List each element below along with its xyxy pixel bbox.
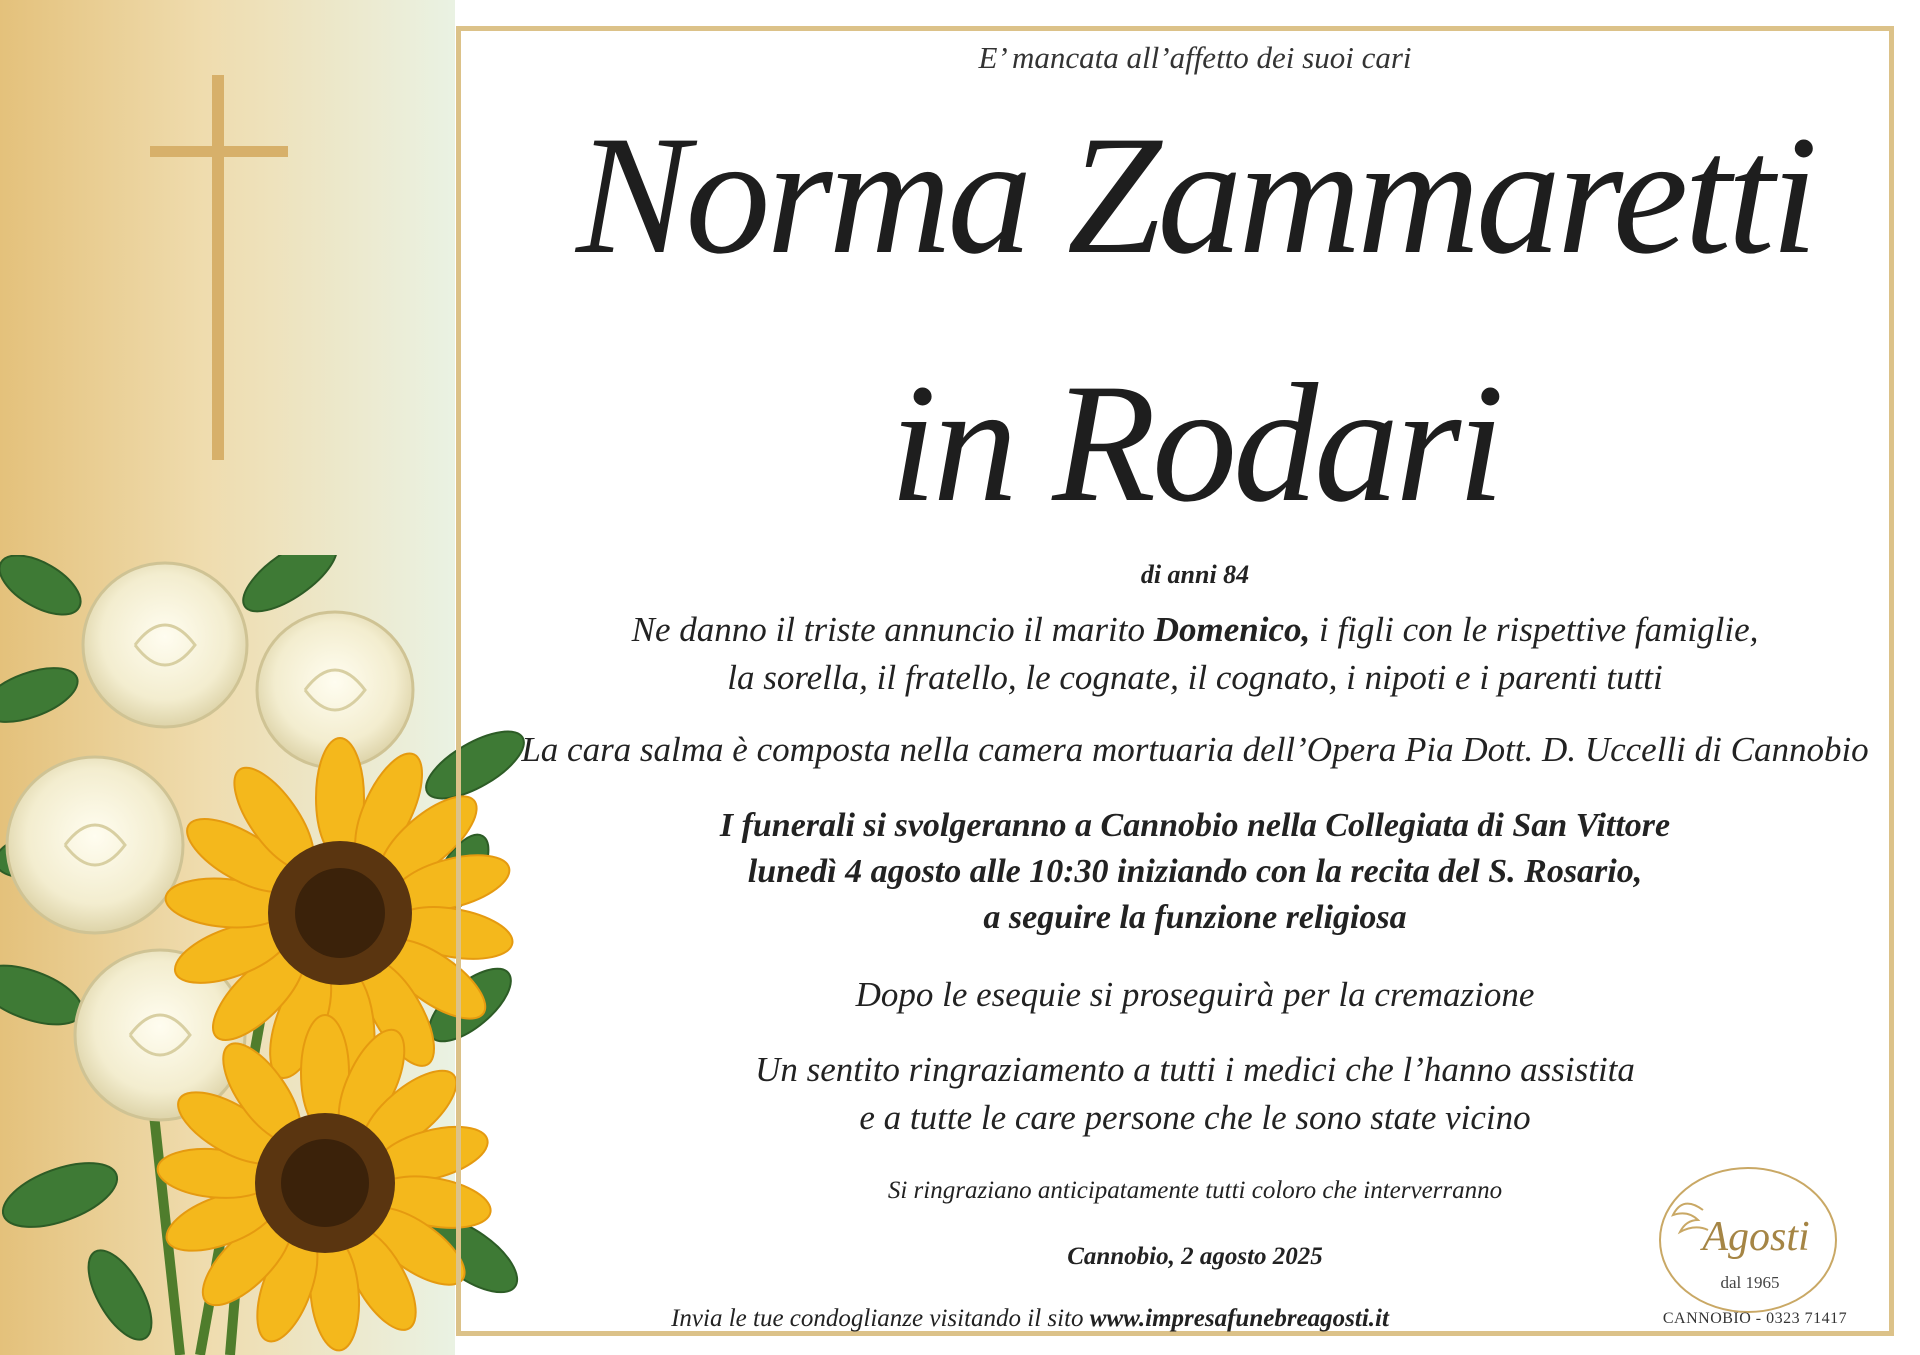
place-date: Cannobio, 2 agosto 2025 [1067, 1243, 1323, 1270]
funeral-line-3: a seguire la funzione religiosa [983, 899, 1407, 936]
logo-brand: Agosti [1702, 1214, 1810, 1260]
funeral-line-2: lunedì 4 agosto alle 10:30 iniziando con la recita del S. Rosario, [747, 853, 1643, 890]
announcement-post: i figli con le rispettive famiglie, [1310, 610, 1759, 649]
husband-name: Domenico, [1153, 610, 1311, 649]
age-text: di anni 84 [1140, 560, 1250, 589]
announcement-line-2: la sorella, il fratello, le cognate, il cognato, i nipoti e i parenti tutti [727, 658, 1663, 697]
condolence-website-link[interactable]: www.impresafunebreagosti.it [1089, 1305, 1389, 1332]
announcement-line-1 [500, 610, 1890, 650]
deceased-name: Norma Zammaretti [576, 101, 1814, 289]
notice-content [500, 0, 1890, 1355]
condolence-line [500, 1305, 1560, 1333]
thanks-line-1: Un sentito ringraziamento a tutti i medici che l’hanno assistita [755, 1050, 1635, 1089]
cross-icon-bar [150, 146, 288, 157]
announcement-pre: Ne danno il triste annuncio il marito [631, 610, 1154, 649]
cross-icon [212, 75, 224, 460]
intro-text: E’ mancata all’affetto dei suoi cari [978, 40, 1412, 75]
deceased-married-name: in Rodari [889, 349, 1501, 537]
logo-since: dal 1965 [1720, 1273, 1780, 1292]
condolence-pre: Invia le tue condoglianze visitando il sito [671, 1305, 1090, 1332]
salma-text: La cara salma è composta nella camera mortuaria dell’Opera Pia Dott. D. Uccelli di Cannobio [521, 730, 1869, 769]
agosti-logo [1648, 1160, 1848, 1330]
thanks-line-2: e a tutte le care persone che le sono state vicino [859, 1098, 1531, 1137]
cremation-text: Dopo le esequie si proseguirà per la cremazione [855, 975, 1535, 1014]
advance-thanks-text: Si ringraziano anticipatamente tutti coloro che interverranno [887, 1177, 1503, 1204]
logo-contact: CANNOBIO - 0323 71417 [1662, 1310, 1848, 1327]
funeral-line-1: I funerali si svolgeranno a Cannobio nella Collegiata di San Vittore [719, 807, 1671, 844]
